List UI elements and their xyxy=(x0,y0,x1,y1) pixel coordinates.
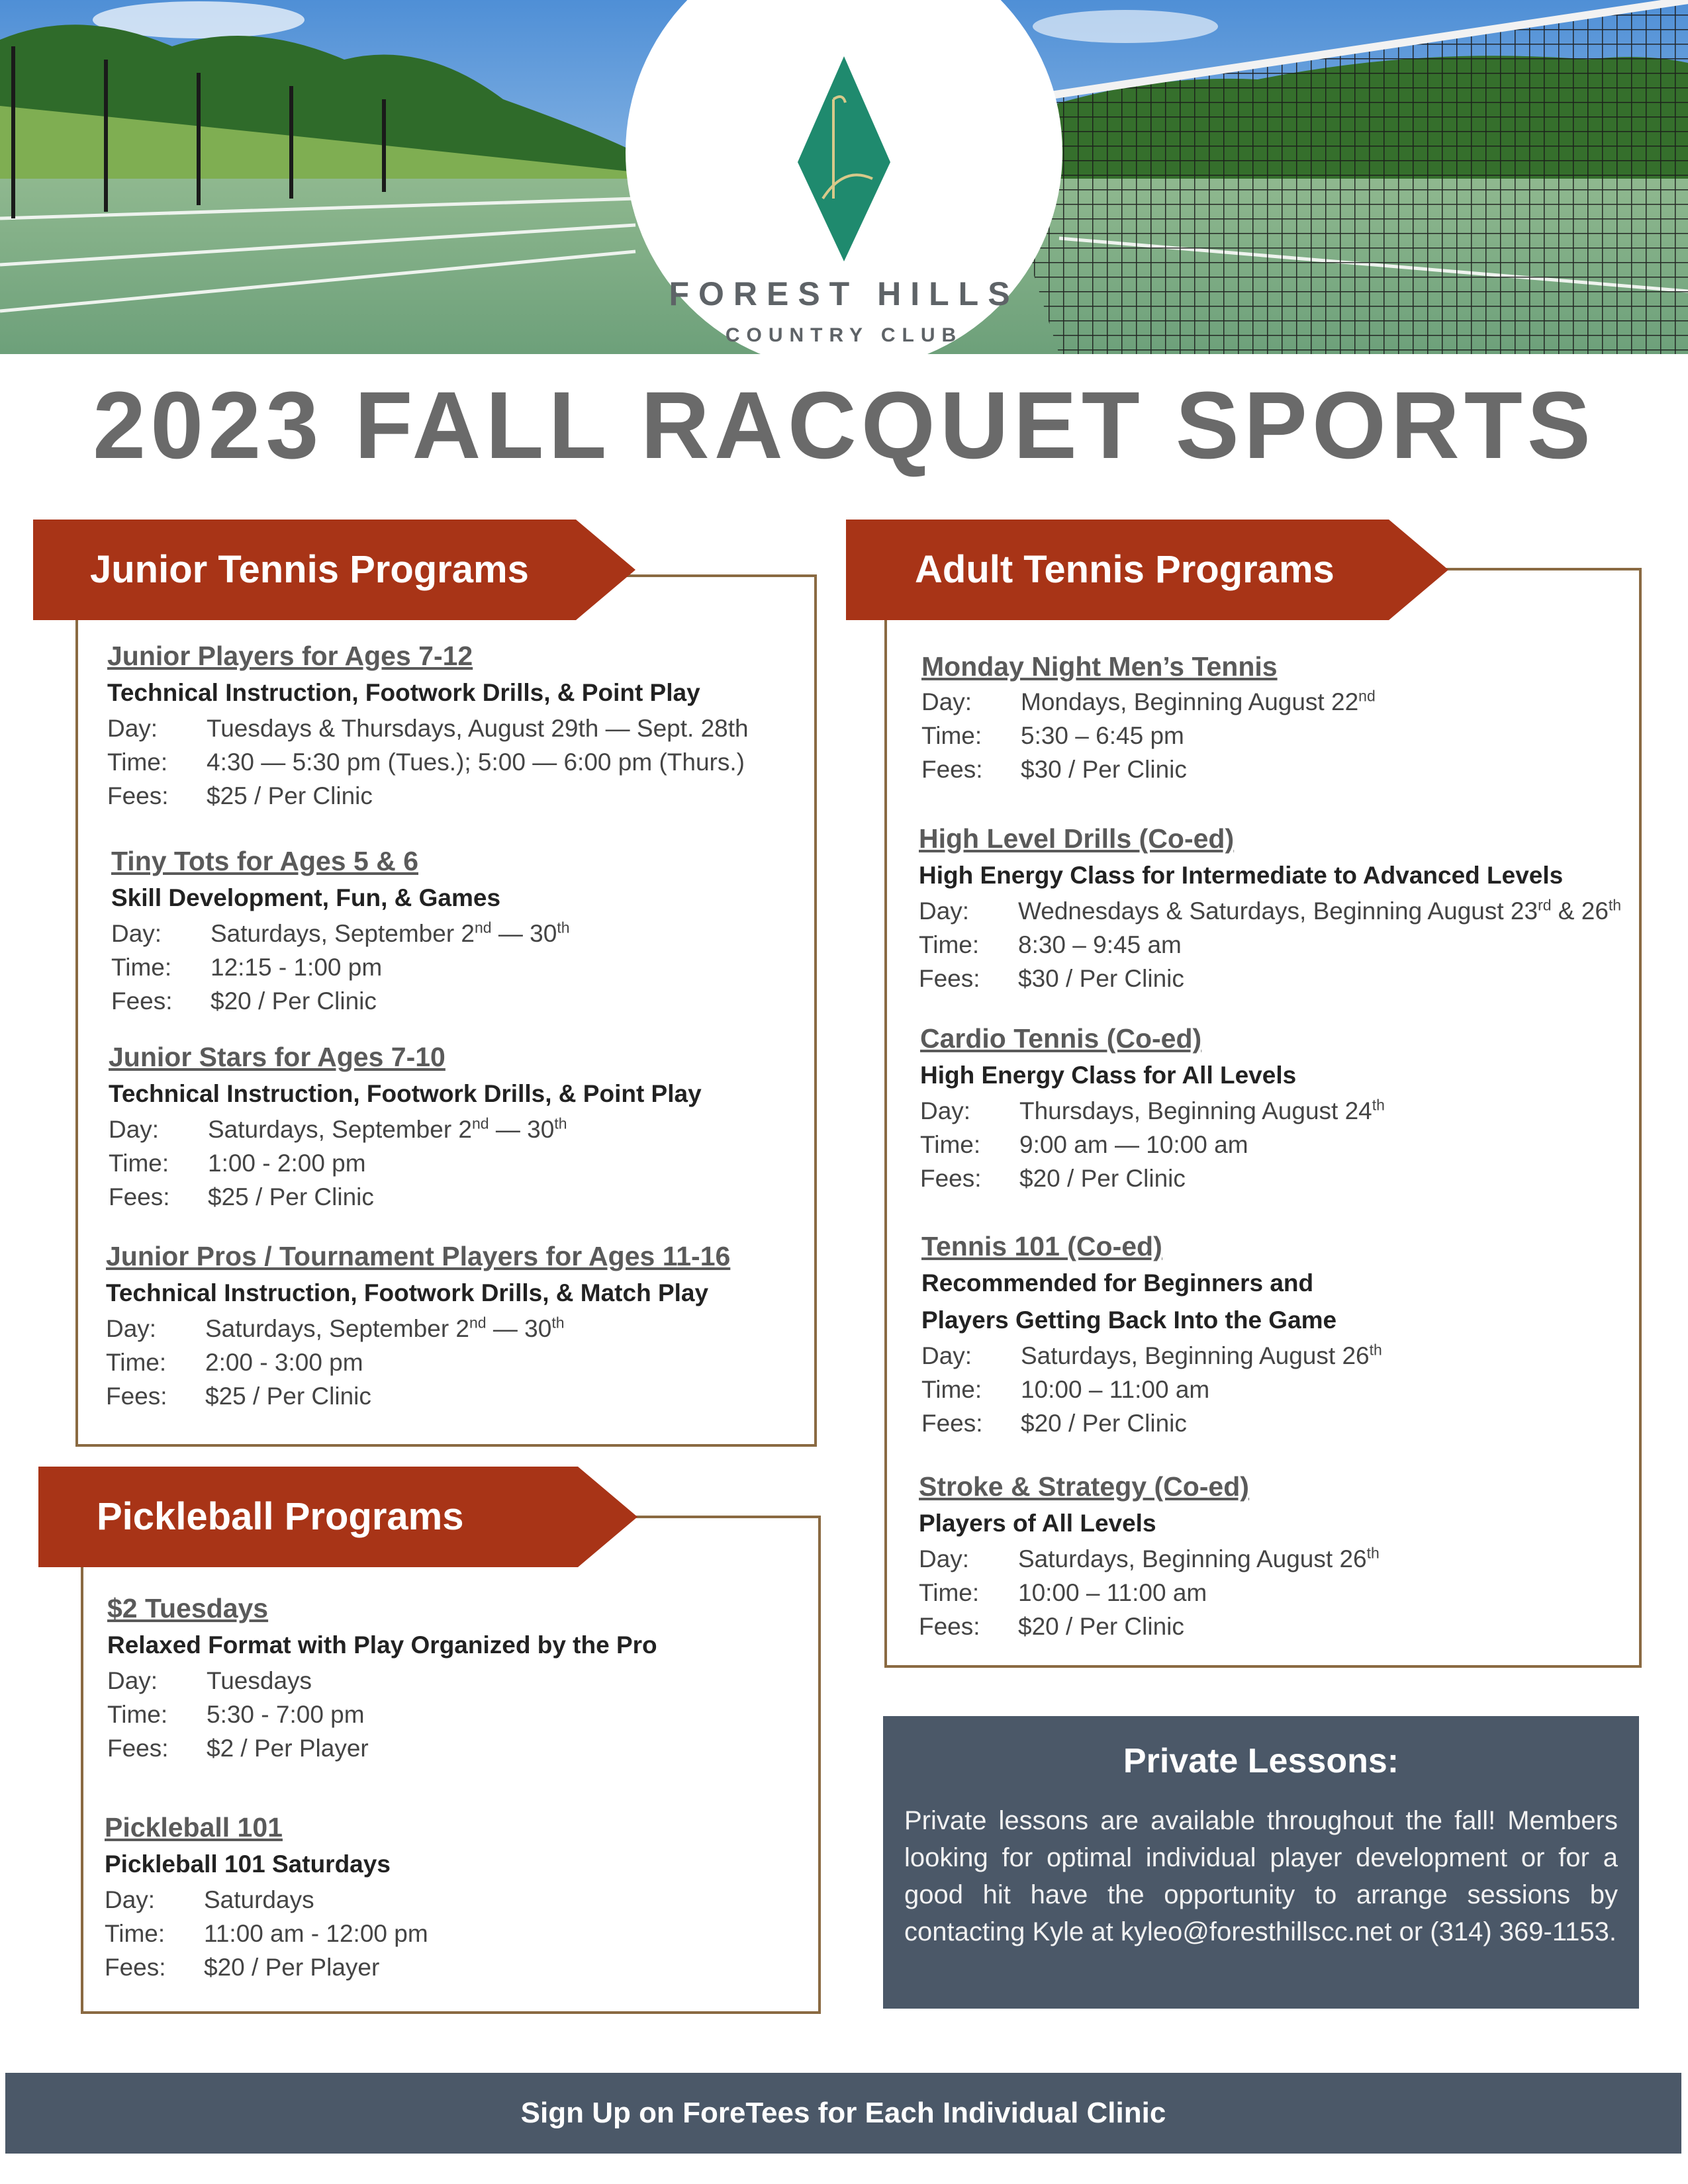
program-2-tuesdays xyxy=(107,1590,657,1765)
program-subtitle: Relaxed Format with Play Organized by the Pro xyxy=(107,1631,657,1659)
program-title: Tennis 101 (Co-ed) xyxy=(921,1231,1162,1261)
program-day: Day: Thursdays, Beginning August 24th xyxy=(920,1096,1385,1124)
program-subtitle: Pickleball 101 Saturdays xyxy=(105,1850,391,1878)
program-fees: Fees: $30 / Per Clinic xyxy=(919,965,1184,992)
adult-programs-heading: Adult Tennis Programs xyxy=(915,548,1335,591)
program-time: Time: 5:30 – 6:45 pm xyxy=(921,722,1184,749)
program-fees: Fees: $30 / Per Clinic xyxy=(921,756,1187,783)
program-monday-night-mens xyxy=(921,648,1376,786)
program-time: Time: 5:30 - 7:00 pm xyxy=(107,1701,365,1728)
program-day: Day: Saturdays, September 2nd — 30th xyxy=(111,919,570,947)
program-cardio-tennis xyxy=(920,1020,1385,1195)
program-fees: Fees: $2 / Per Player xyxy=(107,1735,369,1762)
pickleball-programs-banner xyxy=(38,1467,637,1567)
program-fees: Fees: $20 / Per Clinic xyxy=(111,987,377,1015)
program-junior-pros xyxy=(106,1238,730,1413)
program-title: Junior Stars for Ages 7-10 xyxy=(109,1042,445,1072)
program-time: Time: 10:00 – 11:00 am xyxy=(919,1579,1207,1606)
program-time: Time: 9:00 am — 10:00 am xyxy=(920,1131,1248,1158)
footer-banner xyxy=(5,2073,1681,2154)
program-day: Day: Saturdays, Beginning August 26th xyxy=(921,1341,1382,1369)
program-time: Time: 2:00 - 3:00 pm xyxy=(106,1349,363,1376)
brand-name: FOREST HILLS xyxy=(669,275,1019,312)
program-day: Day: Saturdays, Beginning August 26th xyxy=(919,1544,1380,1572)
program-fees: Fees: $20 / Per Clinic xyxy=(919,1613,1184,1640)
program-title: Pickleball 101 xyxy=(105,1812,283,1843)
program-day: Day: Saturdays, September 2nd — 30th xyxy=(109,1115,567,1143)
program-time: Time: 10:00 – 11:00 am xyxy=(921,1376,1210,1403)
adult-programs-banner xyxy=(846,520,1448,620)
junior-programs-banner xyxy=(33,520,635,620)
program-subtitle: Recommended for Beginners and xyxy=(921,1269,1314,1297)
program-time: Time: 1:00 - 2:00 pm xyxy=(109,1150,366,1177)
logo-badge xyxy=(624,0,1064,371)
program-day: Day: Saturdays, September 2nd — 30th xyxy=(106,1314,565,1342)
program-title: $2 Tuesdays xyxy=(107,1593,269,1623)
program-subtitle: Players of All Levels xyxy=(919,1510,1156,1537)
program-fees: Fees: $25 / Per Clinic xyxy=(106,1383,371,1410)
page-title: 2023 FALL RACQUET SPORTS xyxy=(93,372,1595,478)
program-tiny-tots xyxy=(111,842,570,1018)
program-time: Time: 12:15 - 1:00 pm xyxy=(111,954,383,981)
private-lessons-body: Private lessons are available throughout the fall! Members looking for optimal individual player development or for a good hit have the opportunity to arrange sessions by contacting Kyle at kyleo@foresthillscc.net or (314) 369-1153. xyxy=(904,1806,1618,1946)
program-day: Day: Wednesdays & Saturdays, Beginning August 23rd & 26th xyxy=(919,896,1622,925)
program-day: Day: Saturdays xyxy=(105,1886,314,1913)
program-fees: Fees: $20 / Per Player xyxy=(105,1954,380,1981)
program-stroke-strategy xyxy=(919,1468,1380,1643)
program-subtitle: High Energy Class for Intermediate to Advanced Levels xyxy=(919,862,1564,889)
program-title: Monday Night Men’s Tennis xyxy=(921,651,1278,682)
junior-programs-heading: Junior Tennis Programs xyxy=(90,548,529,591)
program-day: Day: Mondays, Beginning August 22nd xyxy=(921,687,1376,715)
program-tennis-101 xyxy=(921,1228,1382,1440)
program-title: Tiny Tots for Ages 5 & 6 xyxy=(111,846,418,876)
footer-signup-text: Sign Up on ForeTees for Each Individual Clinic xyxy=(520,2097,1166,2129)
program-title: High Level Drills (Co-ed) xyxy=(919,823,1235,854)
program-junior-players xyxy=(107,637,749,813)
program-title: Stroke & Strategy (Co-ed) xyxy=(919,1471,1249,1502)
program-high-level-drills xyxy=(919,820,1621,995)
private-lessons-title: Private Lessons: xyxy=(1123,1742,1399,1780)
program-time: Time: 8:30 – 9:45 am xyxy=(919,931,1182,958)
program-fees: Fees: $20 / Per Clinic xyxy=(921,1410,1187,1437)
program-time: Time: 4:30 — 5:30 pm (Tues.); 5:00 — 6:00 pm (Thurs.) xyxy=(107,749,745,776)
program-subtitle: High Energy Class for All Levels xyxy=(920,1062,1297,1089)
program-fees: Fees: $20 / Per Clinic xyxy=(920,1165,1186,1192)
program-subtitle: Technical Instruction, Footwork Drills, & Point Play xyxy=(107,679,700,706)
program-time: Time: 11:00 am - 12:00 pm xyxy=(105,1920,428,1947)
program-junior-stars xyxy=(109,1038,702,1214)
program-title: Junior Players for Ages 7-12 xyxy=(107,641,473,671)
program-subtitle: Technical Instruction, Footwork Drills, & Match Play xyxy=(106,1279,709,1306)
program-subtitle-line-2: Players Getting Back Into the Game xyxy=(921,1306,1337,1334)
program-pickleball-101 xyxy=(105,1809,428,1984)
program-fees: Fees: $25 / Per Clinic xyxy=(107,782,373,809)
program-subtitle: Technical Instruction, Footwork Drills, & Point Play xyxy=(109,1080,702,1107)
program-subtitle: Skill Development, Fun, & Games xyxy=(111,884,501,911)
program-day: Day: Tuesdays & Thursdays, August 29th — Sept. 28th xyxy=(107,715,749,742)
private-lessons-panel xyxy=(883,1716,1639,2009)
program-title: Junior Pros / Tournament Players for Ages 11-16 xyxy=(106,1241,731,1271)
program-title: Cardio Tennis (Co-ed) xyxy=(920,1023,1202,1054)
program-day: Day: Tuesdays xyxy=(107,1667,312,1694)
brand-subtitle: COUNTRY CLUB xyxy=(725,324,963,346)
program-fees: Fees: $25 / Per Clinic xyxy=(109,1183,374,1210)
pickleball-programs-heading: Pickleball Programs xyxy=(97,1495,464,1538)
